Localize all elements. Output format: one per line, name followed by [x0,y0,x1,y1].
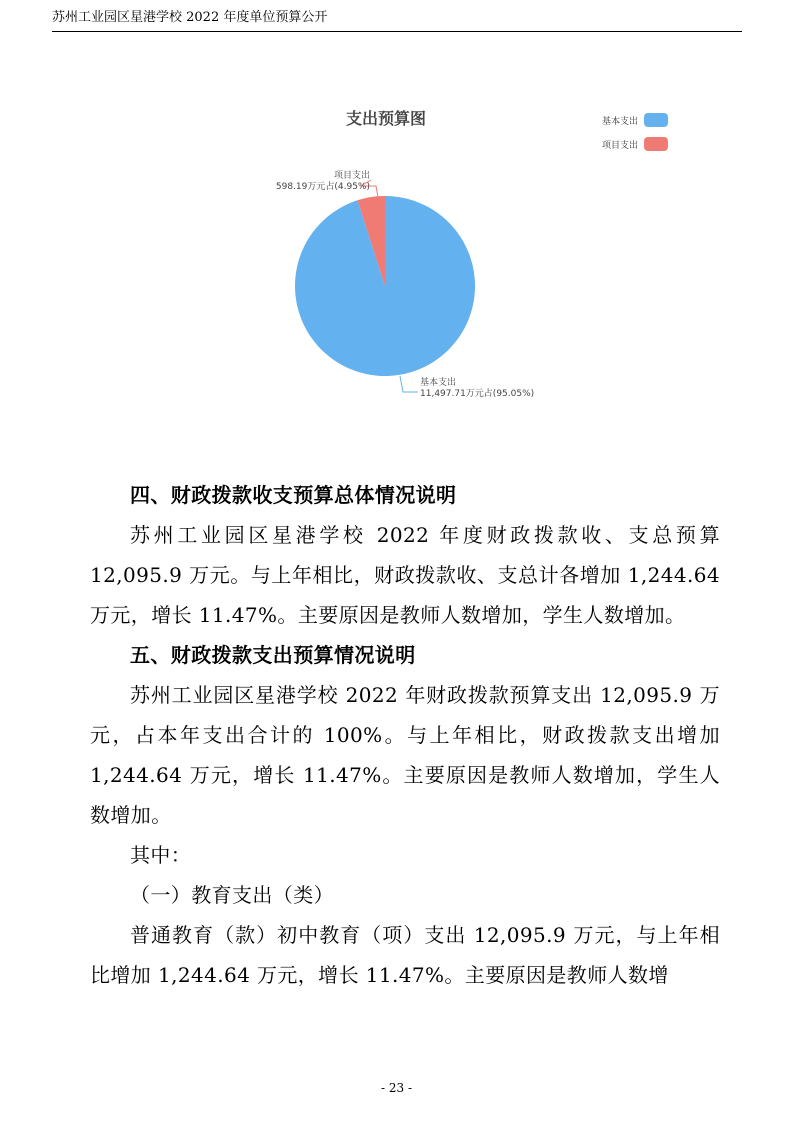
slice-label-name: 基本支出 [420,378,457,388]
legend-item-project[interactable] [602,132,668,156]
slice-label-name: 项目支出 [333,171,370,181]
among-label: 其中： [130,843,192,867]
legend-swatch-basic [644,113,668,127]
page-header: 苏州工业园区星港学校 2022 年度单位预算公开 [52,10,328,25]
legend-label: 基本支出 [602,116,639,127]
expenditure-pie-chart [230,100,720,420]
legend-item-basic[interactable] [602,108,668,132]
slice-label-value: 11,497.71万元占(95.05%) [420,389,535,399]
leader-line-basic [400,376,418,392]
section-heading-4: 四、财政拨款收支预算总体情况说明 [130,483,457,507]
document-body [90,475,720,995]
slice-label-basic [420,378,580,400]
slice-label-value: 598.19万元占(4.95%) [275,182,370,192]
section-paragraph-4: 苏州工业园区星港学校 2022 年度财政拨款收、支总预算 12,095.9 万元。与上年相比，财政拨款收、支总计各增加 1,244.64 万元，增长 11.47%。主要原因是教师人数增加，学生人数增加。 [90,523,720,627]
section-paragraph-5: 苏州工业园区星港学校 2022 年财政拨款预算支出 12,095.9 万元，占本年支出合计的 100%。与上年相比，财政拨款支出增加 1,244.64 万元，增长 11.47%。主要原因是教师人数增加，学生人数增加。 [90,683,720,827]
header-divider [52,31,742,32]
section-heading-5: 五、财政拨款支出预算情况说明 [130,643,416,667]
chart-title: 支出预算图 [345,109,426,128]
legend-label: 项目支出 [602,140,639,151]
subsection-paragraph-1: 普通教育（款）初中教育（项）支出 12,095.9 万元，与上年相比增加 1,244.64 万元，增长 11.47%。主要原因是教师人数增 [90,923,720,987]
page-number: - 23 - [380,1081,412,1095]
slice-label-project [254,171,370,193]
legend-swatch-project [644,137,668,151]
subsection-heading-1: （一）教育支出（类） [130,883,334,907]
chart-legend [602,108,668,156]
